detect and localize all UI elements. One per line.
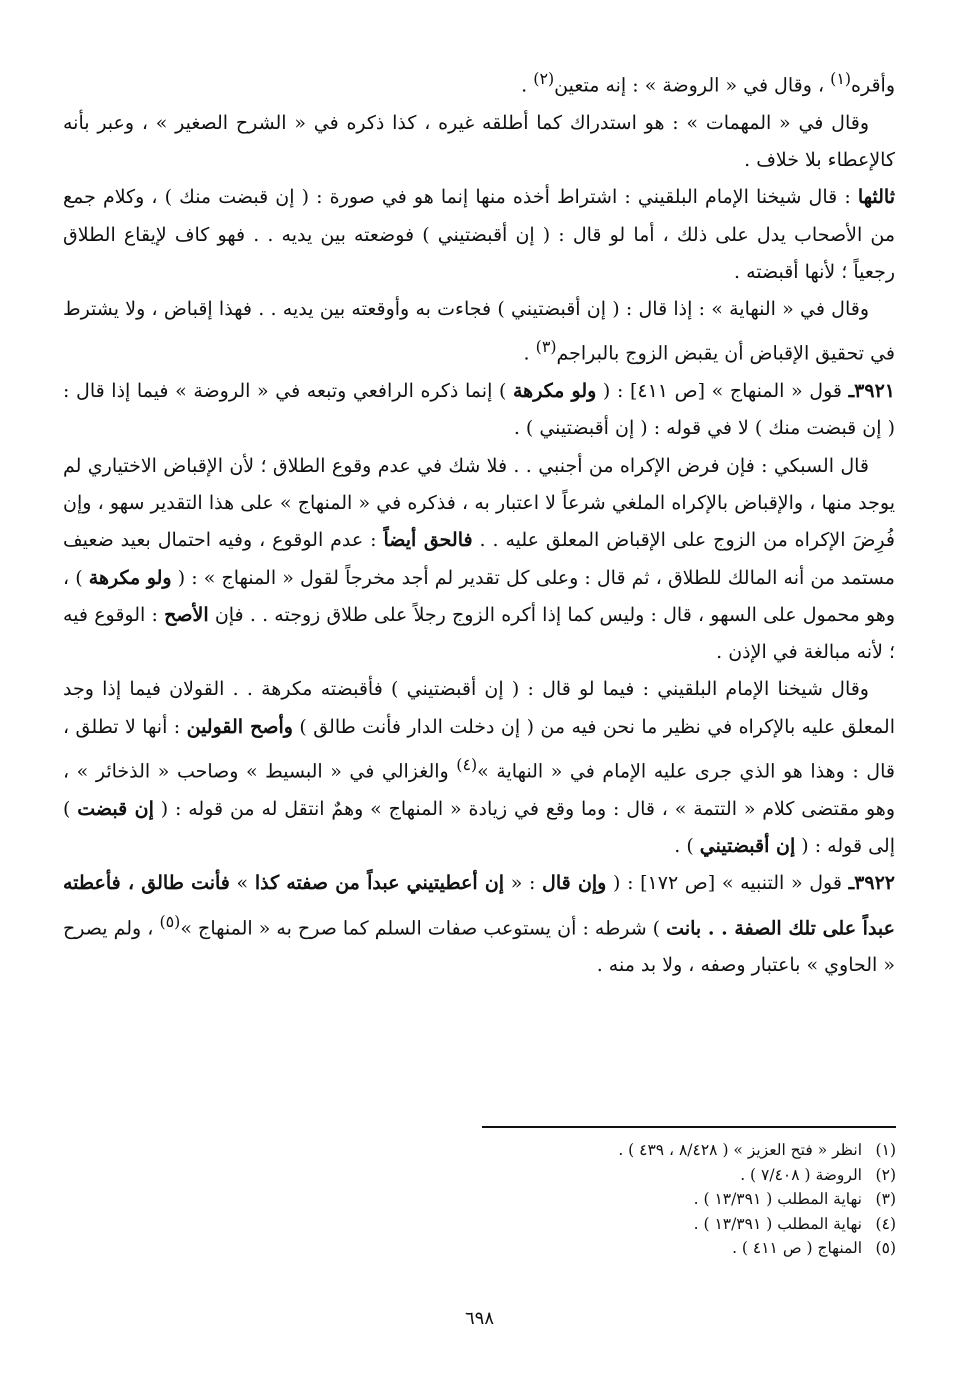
footnote-ref-2[interactable]: (٢) [533,69,555,88]
paragraph-bulqini: وقال شيخنا الإمام البلقيني : فيما لو قال : ( إن أقبضتيني ) فأقبضته مكرهة . . القولان فيما إذا وجد المعلق عليه بالإكراه في نظير ما نحن فيه من ( إن دخلت الدار فأنت طالق ) وأصح القولين : أنها لا تطلق ، قال : وهذا هو الذي جرى عليه الإمام في « النهاية »$^{(٤)}$ والغزالي في « البسيط » وصاحب « الذخائر » ، وهو مقتضى كلام « التتمة » ، قال : وما وقع في زيادة « المنهاج » وهمٌ انتقل له من قوله : ( إن قبضت ) إلى قوله : ( إن أقبضتيني ) . [63,678,895,857]
footnote-ref-3[interactable]: (٣) [535,337,557,357]
page-number: ٦٩٨ [464,1308,494,1329]
main-text [63,60,895,984]
paragraph-4: وقال في « النهاية » : إذا قال : ( إن أقبضتيني ) فجاءت به وأوقعته بين يديه . . فهذا إقباض ، ولا يشترط في تحقيق الإقباض أن يقبض الزوج بالبراجم$^{(٣)}$ . [63,298,895,365]
footnote-text: المنهاج ( ص ٤١١ ) . [732,1239,862,1257]
footnote-text: نهاية المطلب ( ١٣/٣٩١ ) . [693,1190,862,1208]
footnote-ref-1[interactable]: (١) [830,69,852,88]
entry-number-3922: ٣٩٢٢ـ [848,872,895,895]
paragraph-3922: ٣٩٢٢ـ قول « التنبيه » [ص ١٧٢] : ( وإن قال : « إن أعطيتيني عبداً من صفته كذا » فأنت طالق ، فأعطته عبداً على تلك الصفة . . بانت ) شرطه : أن يستوعب صفات السلم كما صرح به « المنهاج »$^{(٥)}$ ، ولم يصرح « الحاوي » باعتبار وصفه ، ولا بد منه . [63,872,895,977]
paragraph-3: ثالثها : قال شيخنا الإمام البلقيني : اشتراط أخذه منها إنما هو في صورة : ( إن قبضت منك ) ، وكلام جمع من الأصحاب يدل على ذلك ، أما لو قال : ( إن أقبضتيني ) فوضعته بين يديه . . فهو كاف لإيقاع الطلاق رجعياً ؛ لأنها أقبضته . [63,186,895,283]
paragraph-1: وأقره$^{(١)}$ ، وقال في « الروضة » : إنه متعين$^{(٢)}$ . [521,69,895,97]
footnote-number: (٥) [875,1239,896,1257]
footnote-number: (٢) [875,1165,896,1184]
entry-number-3921: ٣٩٢١ـ [848,380,895,403]
footnote-text: نهاية المطلب ( ١٣/٣٩١ ) . [693,1214,862,1233]
footnote-item [436,1187,896,1212]
footnote-item [436,1138,896,1163]
footnote-item [436,1212,896,1237]
footnote-number: (١) [875,1141,896,1159]
footnote-ref-4[interactable]: (٤) [456,755,478,774]
footnote-text: انظر « فتح العزيز » ( ٨/٤٢٨ ، ٤٣٩ ) . [618,1141,862,1159]
footnotes [436,1138,896,1261]
footnote-ref-5[interactable]: (٥) [159,911,181,931]
paragraph-subki: قال السبكي : فإن فرض الإكراه من أجنبي . . فلا شك في عدم وقوع الطلاق ؛ لأن الإقباض الاختياري لم يوجد منها ، والإقباض بالإكراه الملغي شرعاً لا اعتبار به ، فذكره في « المنهاج » على هذا التقدير سهو ، وإن فُرِضَ الإكراه من الزوج على الإقباض المعلق عليه . . فالحق أيضاً : عدم الوقوع ، وفيه احتمال بعيد ضعيف مستمد من أنه المالك للطلاق ، ثم قال : وعلى كل تقدير لم أجد مخرجاً لقول « المنهاج » : ( ولو مكرهة ) ، وهو محمول على السهو ، قال : وليس كما إذا أكره الزوج رجلاً على طلاق زوجته . . فإن الأصح : الوقوع فيه ؛ لأنه مبالغة في الإذن . [63,454,896,664]
footnote-item [436,1236,896,1261]
footnote-item [436,1163,896,1188]
footnote-text: الروضة ( ٧/٤٠٨ ) . [740,1165,862,1184]
section-heading-thalithuha: ثالثها [857,186,895,209]
footnote-separator [482,1126,896,1128]
paragraph-3921: ٣٩٢١ـ قول « المنهاج » [ص ٤١١] : ( ولو مكرهة ) إنما ذكره الرافعي وتبعه في « الروضة » فيما إذا قال : ( إن قبضت منك ) لا في قوله : ( إن أقبضتيني ) . [63,380,895,440]
footnote-number: (٤) [875,1214,896,1233]
footnote-number: (٣) [875,1190,896,1208]
paragraph-2: وقال في « المهمات » : هو استدراك كما أطلقه غيره ، كذا ذكره في « الشرح الصغير » ، وعبر بأنه كالإعطاء بلا خلاف . [63,111,895,171]
